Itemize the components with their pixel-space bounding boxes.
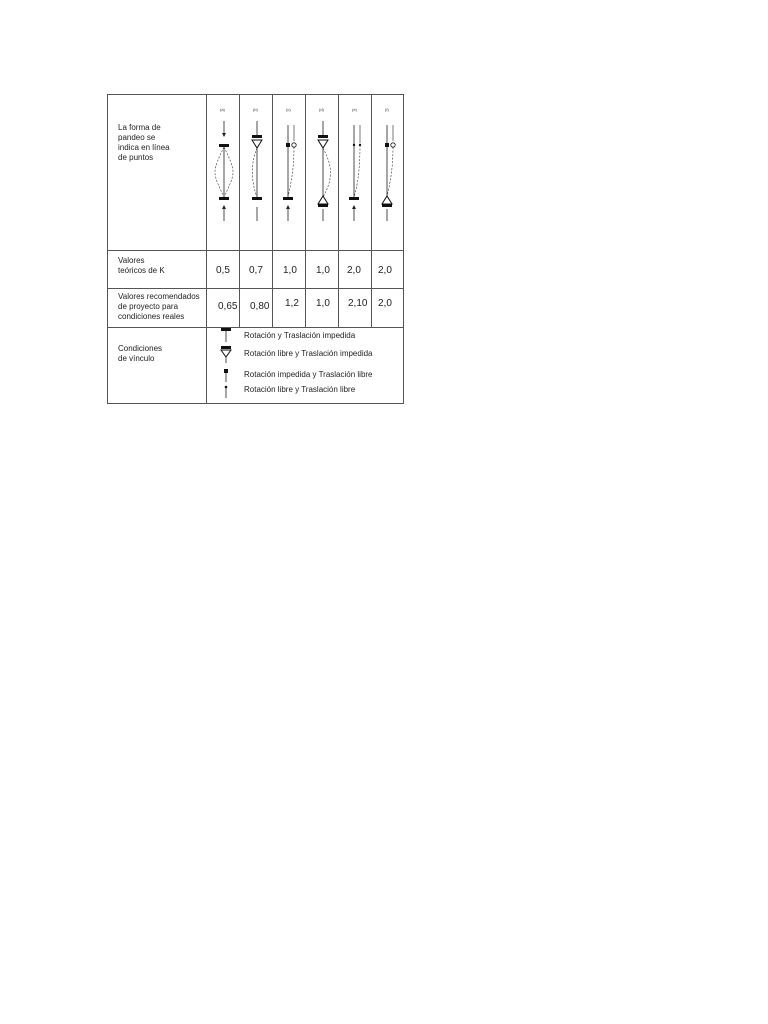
column-header-e: (e) xyxy=(352,107,357,112)
pinned-support-icon xyxy=(219,345,233,363)
column-header-a: (a) xyxy=(220,107,225,112)
legend-pinned: Rotación libre y Traslación impedida xyxy=(244,349,373,358)
k-theoretical-d: 1,0 xyxy=(316,265,330,276)
k-theoretical-c: 1,0 xyxy=(283,265,297,276)
legend-guided: Rotación impedida y Traslación libre xyxy=(244,370,373,379)
free-end-icon xyxy=(219,383,233,399)
k-recommended-d: 1,0 xyxy=(316,298,330,309)
column-header-d: (d) xyxy=(319,107,324,112)
k-theoretical-e: 2,0 xyxy=(347,265,361,276)
column-diagram-b xyxy=(247,117,267,232)
divider xyxy=(108,327,403,328)
legend-free: Rotación libre y Traslación libre xyxy=(244,385,356,394)
divider xyxy=(338,95,339,327)
fixed-support-icon xyxy=(219,327,233,343)
column-diagram-d xyxy=(313,117,333,232)
column-header-f: (f) xyxy=(385,107,389,112)
k-theoretical-b: 0,7 xyxy=(249,265,263,276)
k-recommended-e: 2,10 xyxy=(348,298,368,309)
k-theoretical-f: 2,0 xyxy=(378,265,392,276)
divider xyxy=(371,95,372,327)
column-diagram-f xyxy=(379,117,399,232)
guided-support-icon xyxy=(219,367,233,383)
column-header-c: (c) xyxy=(286,107,291,112)
divider xyxy=(108,250,403,251)
k-recommended-f: 2,0 xyxy=(378,298,392,309)
divider xyxy=(239,95,240,327)
label-buckling-shape: La forma de pandeo se indica en línea de puntos xyxy=(118,123,170,162)
buckling-k-table xyxy=(107,94,404,404)
column-diagram-e xyxy=(346,117,366,232)
k-recommended-c: 1,2 xyxy=(285,298,299,309)
legend-fixed: Rotación y Traslación impedida xyxy=(244,331,356,340)
divider xyxy=(272,95,273,327)
divider xyxy=(305,95,306,327)
k-theoretical-a: 0,5 xyxy=(216,265,230,276)
label-recommended-k: Valores recomendados de proyecto para condiciones reales xyxy=(118,292,200,321)
k-recommended-a: 0,65 xyxy=(218,301,238,312)
label-theoretical-k: Valores teóricos de K xyxy=(118,256,165,275)
divider xyxy=(108,288,403,289)
divider xyxy=(206,95,207,403)
column-header-b: (b) xyxy=(253,107,258,112)
k-recommended-b: 0,80 xyxy=(250,301,270,312)
column-diagram-a xyxy=(214,117,234,232)
column-diagram-c xyxy=(280,117,300,232)
label-support-conditions: Condiciones de vínculo xyxy=(118,344,163,363)
